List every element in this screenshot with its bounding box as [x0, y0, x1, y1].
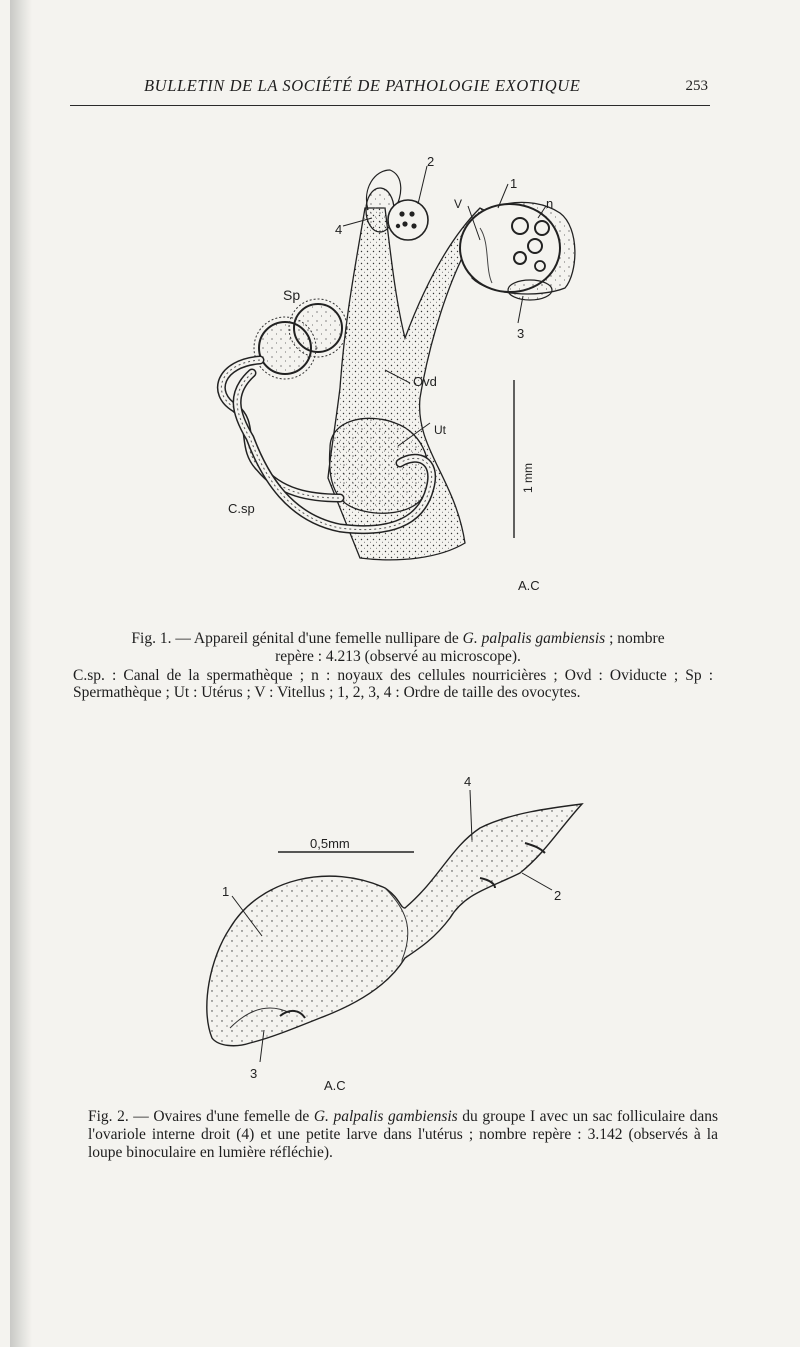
fig1-caption-species: G. palpalis gambiensis — [462, 630, 606, 647]
fig2-scale-label: 0,5mm — [310, 836, 350, 851]
fig2-caption-lead: Fig. 2. — — [88, 1108, 149, 1125]
figure-1-legend: C.sp. : Canal de la spermathèque ; n : noyaux des cellules nourricières ; Ovd : Oviducte ; Sp : Spermathèque ; Ut : Utérus ; V : Vitellus ; 1, 2, 3, 4 : Ordre de taille des ovocytes. — [73, 667, 713, 701]
fig1-label-4: 4 — [335, 222, 343, 237]
running-header — [70, 72, 710, 106]
fig2-caption-tail: du groupe I avec un sac folliculaire dans l'ovariole interne droit (4) et une petite larve dans l'utérus ; nombre repère : 3.142 (observés à la loupe binoculaire en lumière réfléchie). — [88, 1108, 718, 1161]
journal-title: BULLETIN DE LA SOCIÉTÉ DE PATHOLOGIE EXOTIQUE — [144, 76, 581, 95]
fig1-label-2: 2 — [427, 154, 435, 169]
figure-2-drawing — [190, 768, 610, 1098]
fig1-label-ut: Ut — [434, 423, 446, 437]
fig1-caption-lead: Fig. 1. — — [131, 630, 191, 647]
fig1-label-csp: C.sp — [228, 501, 255, 516]
fig1-label-sp: Sp — [283, 287, 301, 303]
header-rule — [70, 105, 710, 106]
fig1-label-1: 1 — [510, 176, 518, 191]
fig1-author: A.C — [518, 578, 540, 593]
fig1-label-n: n — [546, 196, 554, 211]
fig1-label-3: 3 — [517, 326, 525, 341]
fig2-author: A.C — [324, 1078, 346, 1093]
fig2-label-4: 4 — [464, 774, 472, 789]
page-edge-shadow — [10, 0, 32, 1347]
fig2-label-2: 2 — [554, 888, 562, 903]
fig1-caption-text: Appareil génital d'une femelle nullipare de — [193, 630, 459, 647]
figure-2-caption — [88, 1108, 718, 1162]
fig1-label-v: V — [454, 197, 463, 211]
figure-1-drawing — [180, 148, 620, 608]
fig2-label-3: 3 — [250, 1066, 258, 1081]
figure-1-caption — [118, 630, 678, 666]
fig1-caption-tail: ; nombre repère : 4.213 (observé au microscope). — [275, 630, 665, 665]
fig2-caption-text: Ovaires d'une femelle de — [153, 1108, 310, 1125]
fig2-label-1: 1 — [222, 884, 230, 899]
page-number: 253 — [685, 78, 708, 94]
fig2-caption-species: G. palpalis gambiensis — [313, 1108, 458, 1125]
fig1-label-ovd: Ovd — [413, 374, 437, 389]
fig1-scale-label: 1 mm — [521, 463, 535, 493]
